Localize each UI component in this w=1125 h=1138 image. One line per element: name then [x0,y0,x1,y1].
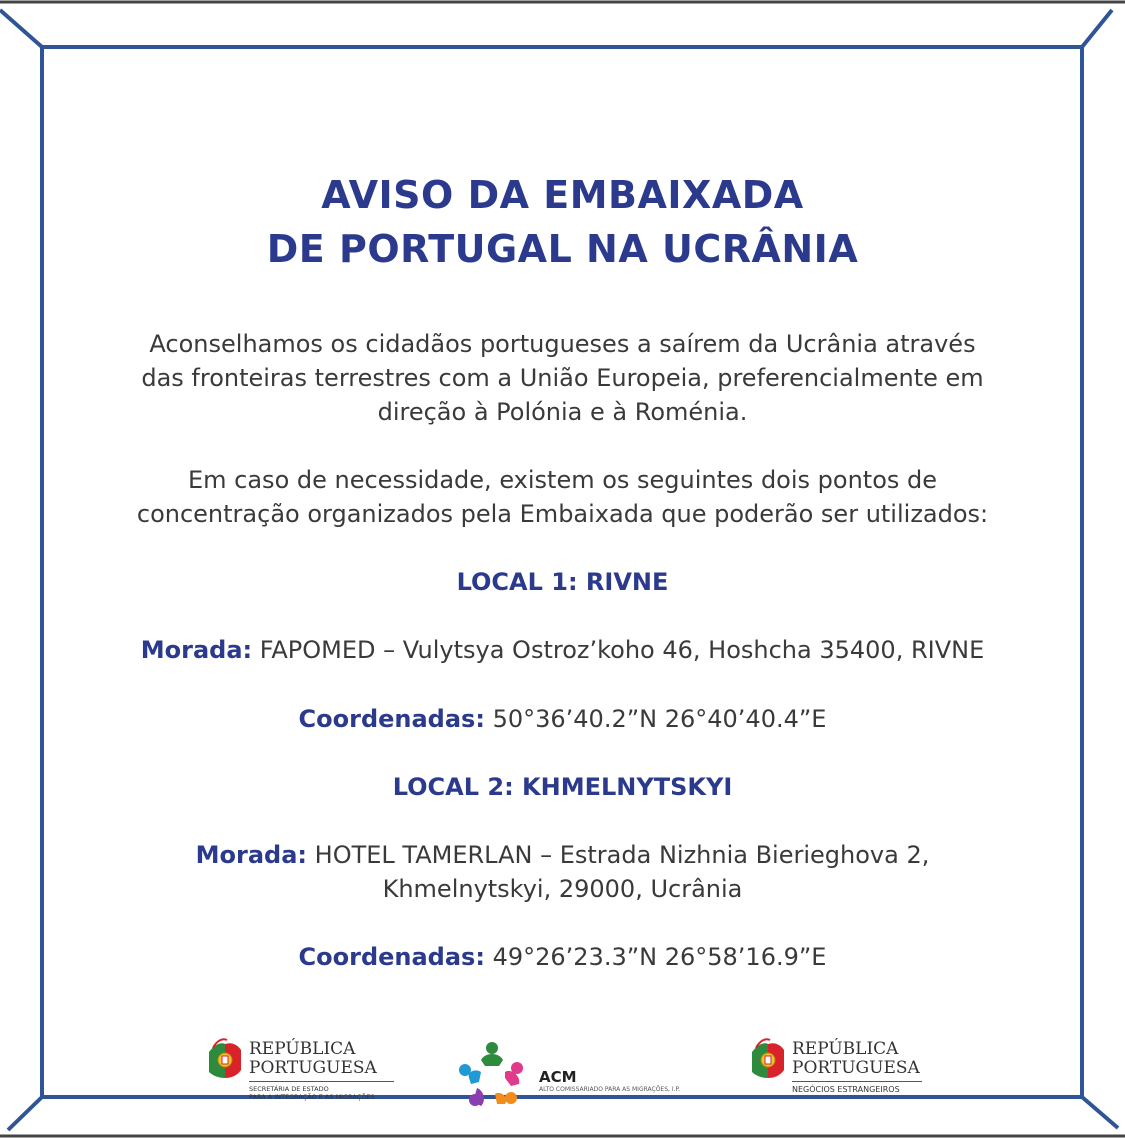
local2-heading: LOCAL 2: KHMELNYTSKYI [392,773,733,801]
logo-name-line2: PORTUGUESA [792,1058,920,1078]
local2-address [60,838,1065,872]
intro-paragraph-1: Aconselhamos os cidadãos portugueses a saírem da Ucrânia através das fronteiras terrestres com a União Europeia, preferencialmente em direção à Polónia e à Roménia. [141,330,984,426]
notice-title-line2: DE PORTUGAL NA UCRÂNIA [266,227,859,271]
local1-heading: LOCAL 1: RIVNE [456,568,669,596]
acm-name: ACM [539,1068,577,1086]
logo-sub-line1: SECRETÁRIA DE ESTADO [249,1085,329,1093]
address-label: Morada: [140,636,253,664]
coordinates-label: Coordenadas: [298,705,485,733]
footer-logos [0,1030,1125,1120]
address-value: HOTEL TAMERLAN – Estrada Nizhnia Bierieghova 2, [307,841,930,869]
logo-sub-line2: PARA A INTEGRAÇÃO E AS MIGRAÇÕES [249,1093,375,1101]
portugal-flag-emblem-icon [205,1038,243,1082]
logo-name-line1: REPÚBLICA [792,1039,899,1059]
address-value: FAPOMED – Vulytsya Ostroz’koho 46, Hoshcha 35400, RIVNE [252,636,985,664]
logo-name-line1: REPÚBLICA [249,1039,356,1059]
logo-sub-line1: NEGÓCIOS ESTRANGEIROS [792,1085,900,1094]
address-label: Morada: [195,841,308,869]
logo-divider [792,1081,922,1082]
logo-divider [249,1081,394,1082]
coordinates-label: Coordenadas: [298,943,485,971]
logo-name-line2: PORTUGUESA [249,1058,377,1078]
coordinates-value: 50°36’40.2”N 26°40’40.4”E [484,705,827,733]
notice-title-line1: AVISO DA EMBAIXADA [321,173,804,217]
local2-coordinates [60,940,1065,974]
coordinates-value: 49°26’23.3”N 26°58’16.9”E [484,943,827,971]
intro-paragraph-2: Em caso de necessidade, existem os seguintes dois pontos de concentração organizados pela Embaixada que poderão ser utilizados: [136,466,989,528]
acm-people-circle-icon [455,1038,529,1112]
acm-sub: ALTO COMISSARIADO PARA AS MIGRAÇÕES, I.P. [539,1086,681,1093]
portugal-flag-emblem-icon [748,1038,786,1082]
local1-coordinates [60,702,1065,736]
local2-address-line2: Khmelnytskyi, 29000, Ucrânia [382,875,743,903]
local1-address [60,633,1065,667]
